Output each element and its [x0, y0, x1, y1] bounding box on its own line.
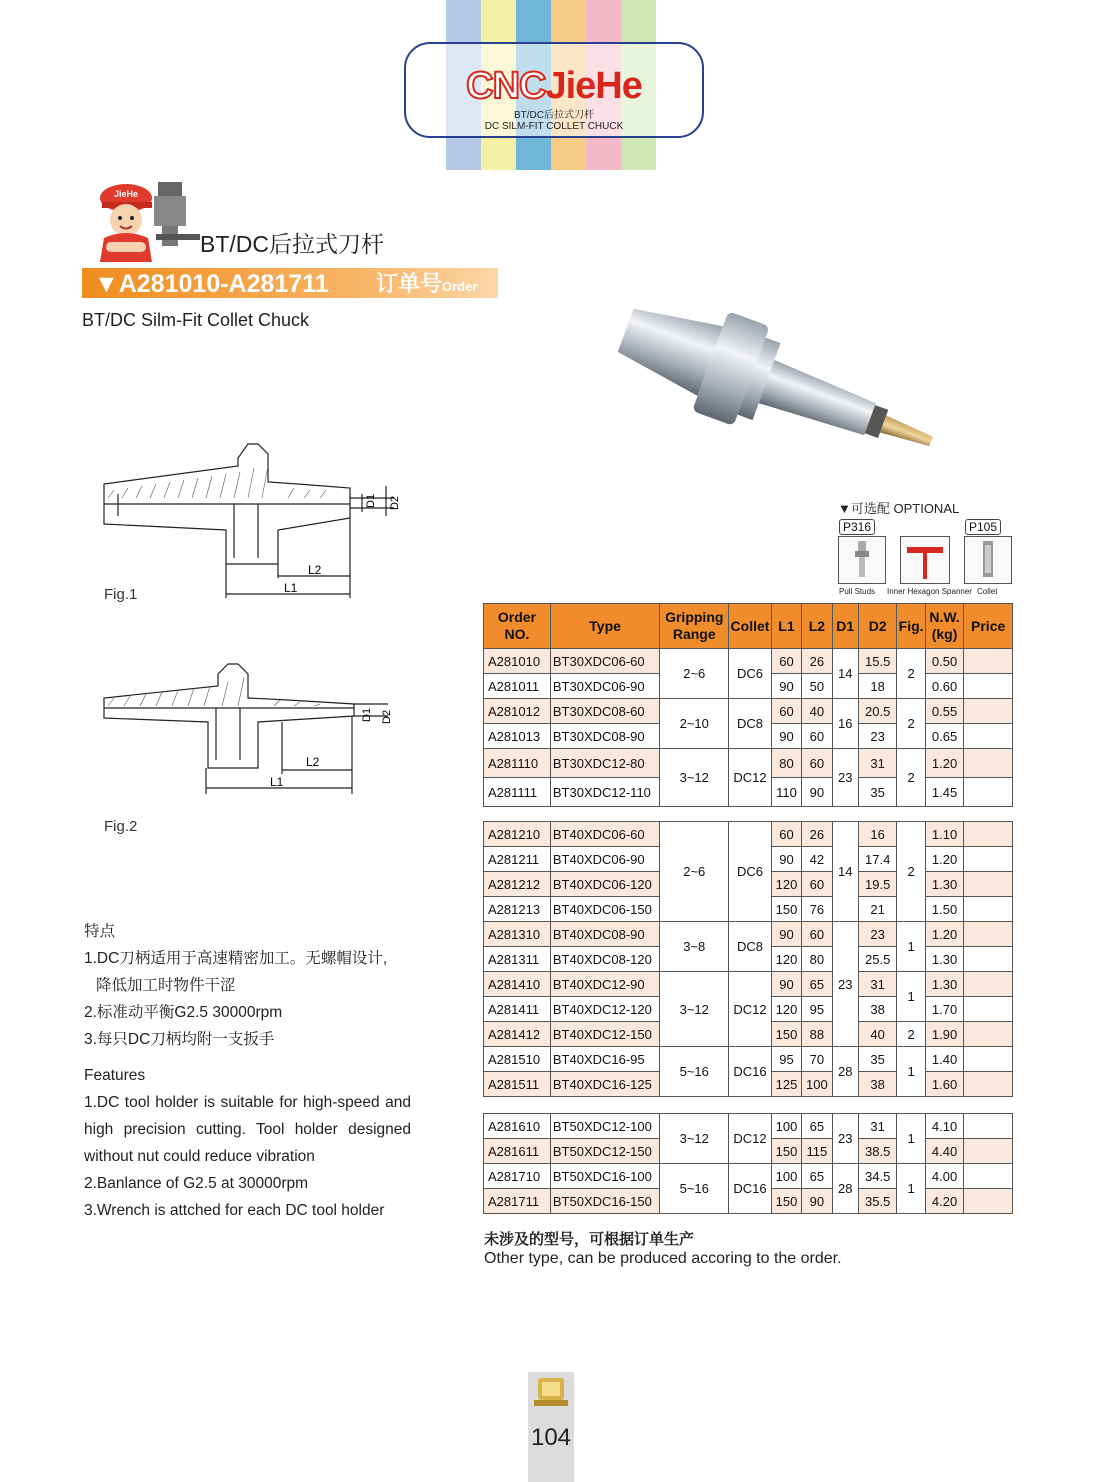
pull-stud-icon — [839, 537, 885, 583]
cell-l2: 65 — [802, 972, 832, 997]
page-mascot-icon — [528, 1372, 574, 1412]
cell-l2: 76 — [802, 897, 832, 922]
features-en-1: 1.DC tool holder is suitable for high-speed and high precision cutting. Tool holder designed without nut could reduce vibration — [84, 1094, 411, 1165]
cell-l1: 100 — [771, 1164, 801, 1189]
cell-nw: 0.60 — [925, 674, 964, 699]
cell-price — [964, 724, 1013, 749]
cell-price — [964, 922, 1013, 947]
cell-order: A281010 — [484, 649, 551, 674]
fig1-l1-label: L1 — [284, 581, 298, 595]
features-en-3: 3.Wrench is attched for each DC tool holder — [84, 1202, 385, 1219]
cell-price — [964, 897, 1013, 922]
cell-price — [964, 674, 1013, 699]
cell-d1: 16 — [832, 699, 858, 749]
cell-order: A281711 — [484, 1189, 551, 1214]
cell-l1: 90 — [771, 847, 801, 872]
brand-jiehe: JieHe — [545, 65, 642, 107]
cell-nw: 1.30 — [925, 972, 964, 997]
cell-nw: 1.30 — [925, 872, 964, 897]
cell-fig: 2 — [897, 1022, 925, 1047]
features-cn — [84, 918, 387, 1053]
cell-fig: 1 — [897, 1114, 925, 1164]
features-cn-1b: 降低加工时物件干涩 — [96, 977, 236, 994]
cell-order: A281511 — [484, 1072, 551, 1097]
brand-logo-box — [404, 42, 704, 138]
cell-l2: 90 — [802, 1189, 832, 1214]
cell-nw: 4.10 — [925, 1114, 964, 1139]
cell-d2: 35.5 — [858, 1189, 897, 1214]
features-cn-1a: 1.DC刀柄适用于高速精密加工。无螺帽设计, — [84, 950, 388, 967]
cell-price — [964, 1164, 1013, 1189]
cell-l2: 26 — [802, 822, 832, 847]
mascot-cap-text: JieHe — [113, 189, 139, 199]
optional-hex-spanner-name: Inner Hexagon Spanner — [887, 587, 972, 596]
cell-grip: 2~10 — [660, 699, 729, 749]
cell-price — [964, 1047, 1013, 1072]
table-row — [484, 1164, 1013, 1189]
brand-cnc: CNC — [466, 65, 546, 107]
cell-l1: 90 — [771, 972, 801, 997]
cell-order: A281111 — [484, 778, 551, 807]
features-en-heading: Features — [84, 1067, 146, 1084]
optional-collet-code: P105 — [965, 519, 1001, 535]
features-cn-3: 3.每只DC刀柄均附一支扳手 — [84, 1031, 275, 1048]
cell-price — [964, 699, 1013, 724]
cell-nw: 4.40 — [925, 1139, 964, 1164]
features-en-2: 2.Banlance of G2.5 at 30000rpm — [84, 1175, 309, 1192]
fig2-l1-label: L1 — [270, 775, 284, 789]
order-range: ▼A281010-A281711 — [94, 270, 329, 298]
spec-table-bt30 — [483, 603, 1013, 807]
cell-order: A281013 — [484, 724, 551, 749]
cell-fig: 2 — [897, 822, 925, 922]
cell-price — [964, 847, 1013, 872]
table-row — [484, 649, 1013, 674]
cell-order: A281011 — [484, 674, 551, 699]
fig1-d2-label: D2 — [389, 495, 401, 510]
cell-nw: 1.10 — [925, 822, 964, 847]
spec-table-header — [484, 604, 1013, 649]
cell-nw: 1.30 — [925, 947, 964, 972]
cell-type: BT40XDC12-150 — [550, 1022, 659, 1047]
cell-l1: 150 — [771, 1139, 801, 1164]
cell-d2: 38 — [858, 1072, 897, 1097]
page-number: 104 — [530, 1424, 572, 1451]
order-label — [376, 268, 498, 338]
cell-l1: 150 — [771, 897, 801, 922]
cell-l2: 42 — [802, 847, 832, 872]
order-label-en: Order NO. — [376, 279, 478, 329]
col-order: Order NO. — [484, 604, 551, 649]
cell-order: A281710 — [484, 1164, 551, 1189]
fig2-d1-label: D1 — [361, 707, 373, 722]
cell-l2: 115 — [802, 1139, 832, 1164]
figure-1-drawing — [98, 438, 408, 600]
cell-type: BT40XDC08-120 — [550, 947, 659, 972]
table-row — [484, 822, 1013, 847]
cell-d2: 23 — [858, 922, 897, 947]
cell-collet: DC8 — [729, 699, 772, 749]
cell-fig: 2 — [897, 699, 925, 749]
cell-collet: DC16 — [729, 1047, 772, 1097]
optional-collet-name: Collet — [977, 587, 998, 596]
fig2-d2-label: D2 — [381, 709, 393, 724]
brand-logo — [406, 66, 702, 106]
cell-price — [964, 1072, 1013, 1097]
cell-l2: 50 — [802, 674, 832, 699]
collet-icon — [965, 537, 1011, 583]
cell-type: BT40XDC06-60 — [550, 822, 659, 847]
cell-nw: 1.60 — [925, 1072, 964, 1097]
cell-l1: 125 — [771, 1072, 801, 1097]
optional-title: ▼可选配 OPTIONAL — [838, 501, 960, 516]
hex-spanner-icon — [901, 537, 949, 583]
logo-sub-cn: BT/DC后拉式刀杆 — [514, 110, 594, 121]
cell-nw: 0.50 — [925, 649, 964, 674]
cell-price — [964, 1189, 1013, 1214]
cell-type: BT30XDC08-60 — [550, 699, 659, 724]
cell-type: BT50XDC12-100 — [550, 1114, 659, 1139]
cell-type: BT50XDC16-100 — [550, 1164, 659, 1189]
col-collet: Collet — [729, 604, 772, 649]
cell-l1: 150 — [771, 1022, 801, 1047]
cell-type: BT40XDC16-95 — [550, 1047, 659, 1072]
cell-nw: 1.20 — [925, 749, 964, 778]
cell-order: A281110 — [484, 749, 551, 778]
cell-order: A281411 — [484, 997, 551, 1022]
cell-l2: 26 — [802, 649, 832, 674]
fig1-d1-label: D1 — [365, 493, 377, 508]
cell-nw: 4.20 — [925, 1189, 964, 1214]
cell-l2: 65 — [802, 1164, 832, 1189]
cell-d1: 23 — [832, 1114, 858, 1164]
cell-price — [964, 1139, 1013, 1164]
cell-l1: 120 — [771, 947, 801, 972]
cell-order: A281012 — [484, 699, 551, 724]
cell-type: BT40XDC06-90 — [550, 847, 659, 872]
cell-l1: 80 — [771, 749, 801, 778]
cell-d2: 38 — [858, 997, 897, 1022]
cell-type: BT30XDC06-60 — [550, 649, 659, 674]
cell-d2: 25.5 — [858, 947, 897, 972]
cell-nw: 1.70 — [925, 997, 964, 1022]
cell-grip: 3~12 — [660, 749, 729, 807]
note-en: Other type, can be produced accoring to the order. — [484, 1250, 842, 1267]
cell-d2: 19.5 — [858, 872, 897, 897]
cell-collet: DC12 — [729, 972, 772, 1047]
cell-d1: 23 — [832, 922, 858, 1047]
cell-d2: 16 — [858, 822, 897, 847]
col-nw: N.W. (kg) — [925, 604, 964, 649]
cell-l2: 88 — [802, 1022, 832, 1047]
cell-d2: 35 — [858, 778, 897, 807]
cell-fig: 1 — [897, 972, 925, 1022]
cell-fig: 1 — [897, 1047, 925, 1097]
product-title-cn: BT/DC后拉式刀杆 — [200, 231, 384, 257]
cell-nw: 1.90 — [925, 1022, 964, 1047]
cell-order: A281510 — [484, 1047, 551, 1072]
cell-nw: 1.20 — [925, 847, 964, 872]
cell-order: A281611 — [484, 1139, 551, 1164]
cell-d1: 23 — [832, 749, 858, 807]
cell-l2: 80 — [802, 947, 832, 972]
cell-d2: 17.4 — [858, 847, 897, 872]
cell-d2: 15.5 — [858, 649, 897, 674]
col-d1: D1 — [832, 604, 858, 649]
cell-l1: 100 — [771, 1114, 801, 1139]
cell-type: BT40XDC12-120 — [550, 997, 659, 1022]
cell-d2: 21 — [858, 897, 897, 922]
cell-type: BT40XDC08-90 — [550, 922, 659, 947]
cell-collet: DC12 — [729, 1114, 772, 1164]
cell-type: BT30XDC06-90 — [550, 674, 659, 699]
fig2-l2-label: L2 — [306, 755, 320, 769]
cell-d2: 18 — [858, 674, 897, 699]
cell-type: BT50XDC12-150 — [550, 1139, 659, 1164]
cell-grip: 5~16 — [660, 1164, 729, 1214]
col-fig: Fig. — [897, 604, 925, 649]
cell-l1: 60 — [771, 822, 801, 847]
product-photo — [596, 300, 954, 470]
cell-type: BT30XDC12-110 — [550, 778, 659, 807]
cell-order: A281310 — [484, 922, 551, 947]
features-cn-2: 2.标准动平衡G2.5 30000rpm — [84, 1004, 283, 1021]
cell-nw: 1.20 — [925, 922, 964, 947]
cell-grip: 2~6 — [660, 822, 729, 922]
cell-d2: 31 — [858, 972, 897, 997]
cell-nw: 0.55 — [925, 699, 964, 724]
spec-table-bt40 — [483, 821, 1013, 1097]
cell-d2: 40 — [858, 1022, 897, 1047]
fig2-label: Fig.2 — [104, 818, 138, 835]
features-cn-heading: 特点 — [84, 923, 116, 940]
cell-grip: 3~12 — [660, 1114, 729, 1164]
cell-price — [964, 947, 1013, 972]
cell-l2: 60 — [802, 724, 832, 749]
spec-table-bt50 — [483, 1113, 1013, 1214]
cell-grip: 2~6 — [660, 649, 729, 699]
cell-d2: 31 — [858, 749, 897, 778]
cell-order: A281210 — [484, 822, 551, 847]
col-type: Type — [550, 604, 659, 649]
cell-l1: 95 — [771, 1047, 801, 1072]
cell-l2: 70 — [802, 1047, 832, 1072]
cell-order: A281212 — [484, 872, 551, 897]
cell-price — [964, 872, 1013, 897]
cell-order: A281412 — [484, 1022, 551, 1047]
cell-collet: DC8 — [729, 922, 772, 972]
cell-d2: 35 — [858, 1047, 897, 1072]
optional-pull-stud-code: P316 — [839, 519, 875, 535]
features-en — [84, 1062, 411, 1224]
cell-l1: 90 — [771, 674, 801, 699]
col-l1: L1 — [771, 604, 801, 649]
cell-l2: 40 — [802, 699, 832, 724]
col-price: Price — [964, 604, 1013, 649]
fig1-l2-label: L2 — [308, 563, 322, 577]
cell-l1: 150 — [771, 1189, 801, 1214]
cell-l1: 60 — [771, 649, 801, 674]
cell-l1: 120 — [771, 997, 801, 1022]
cell-type: BT40XDC12-90 — [550, 972, 659, 997]
cell-collet: DC16 — [729, 1164, 772, 1214]
cell-d1: 28 — [832, 1164, 858, 1214]
cell-l2: 60 — [802, 872, 832, 897]
cell-l2: 95 — [802, 997, 832, 1022]
cell-type: BT40XDC16-125 — [550, 1072, 659, 1097]
optional-pull-stud — [838, 520, 886, 596]
cell-price — [964, 778, 1013, 807]
cell-grip: 3~12 — [660, 972, 729, 1047]
cell-nw: 0.65 — [925, 724, 964, 749]
cell-type: BT30XDC08-90 — [550, 724, 659, 749]
cell-nw: 1.45 — [925, 778, 964, 807]
cell-order: A281211 — [484, 847, 551, 872]
order-label-cn: 订单号 — [376, 271, 443, 296]
table-row — [484, 699, 1013, 724]
cell-grip: 3~8 — [660, 922, 729, 972]
cell-d2: 38.5 — [858, 1139, 897, 1164]
table-row — [484, 922, 1013, 947]
cell-order: A281610 — [484, 1114, 551, 1139]
cell-d1: 14 — [832, 649, 858, 699]
cell-l1: 90 — [771, 724, 801, 749]
cell-l1: 90 — [771, 922, 801, 947]
optional-hex-spanner — [887, 536, 972, 596]
mascot-icon — [96, 176, 200, 266]
cell-order: A281213 — [484, 897, 551, 922]
cell-order: A281311 — [484, 947, 551, 972]
note-cn: 未涉及的型号，可根据订单生产 — [484, 1231, 695, 1248]
cell-price — [964, 1114, 1013, 1139]
cell-l1: 60 — [771, 699, 801, 724]
cell-d2: 34.5 — [858, 1164, 897, 1189]
cell-l2: 90 — [802, 778, 832, 807]
cell-type: BT40XDC06-150 — [550, 897, 659, 922]
figure-2-drawing — [98, 660, 398, 800]
cell-l2: 65 — [802, 1114, 832, 1139]
cell-nw: 4.00 — [925, 1164, 964, 1189]
cell-price — [964, 749, 1013, 778]
cell-price — [964, 1022, 1013, 1047]
col-d2: D2 — [858, 604, 897, 649]
cell-fig: 2 — [897, 749, 925, 807]
cell-fig: 1 — [897, 922, 925, 972]
table-row — [484, 1047, 1013, 1072]
page-number-tab — [528, 1372, 574, 1482]
cell-price — [964, 997, 1013, 1022]
cell-nw: 1.40 — [925, 1047, 964, 1072]
cell-d2: 31 — [858, 1114, 897, 1139]
cell-order: A281410 — [484, 972, 551, 997]
cell-type: BT50XDC16-150 — [550, 1189, 659, 1214]
cell-d2: 20.5 — [858, 699, 897, 724]
cell-grip: 5~16 — [660, 1047, 729, 1097]
cell-d1: 28 — [832, 1047, 858, 1097]
cell-collet: DC6 — [729, 649, 772, 699]
col-l2: L2 — [802, 604, 832, 649]
cell-price — [964, 822, 1013, 847]
optional-collet — [964, 520, 1012, 596]
cell-fig: 2 — [897, 649, 925, 699]
fig1-label: Fig.1 — [104, 586, 138, 603]
cell-collet: DC6 — [729, 822, 772, 922]
cell-d2: 23 — [858, 724, 897, 749]
cell-l2: 60 — [802, 749, 832, 778]
cell-type: BT40XDC06-120 — [550, 872, 659, 897]
cell-l1: 120 — [771, 872, 801, 897]
col-grip: Gripping Range — [660, 604, 729, 649]
cell-fig: 1 — [897, 1164, 925, 1214]
table-row — [484, 749, 1013, 778]
cell-nw: 1.50 — [925, 897, 964, 922]
cell-l2: 100 — [802, 1072, 832, 1097]
cell-l2: 60 — [802, 922, 832, 947]
cell-type: BT30XDC12-80 — [550, 749, 659, 778]
cell-d1: 14 — [832, 822, 858, 922]
optional-pull-stud-name: Pull Studs — [839, 587, 876, 596]
table-row — [484, 1114, 1013, 1139]
cell-l1: 110 — [771, 778, 801, 807]
cell-price — [964, 972, 1013, 997]
product-title-en: BT/DC Silm-Fit Collet Chuck — [82, 310, 310, 330]
cell-collet: DC12 — [729, 749, 772, 807]
logo-sub-en: DC SILM-FIT COLLET CHUCK — [484, 121, 624, 132]
table-row — [484, 972, 1013, 997]
cell-price — [964, 649, 1013, 674]
